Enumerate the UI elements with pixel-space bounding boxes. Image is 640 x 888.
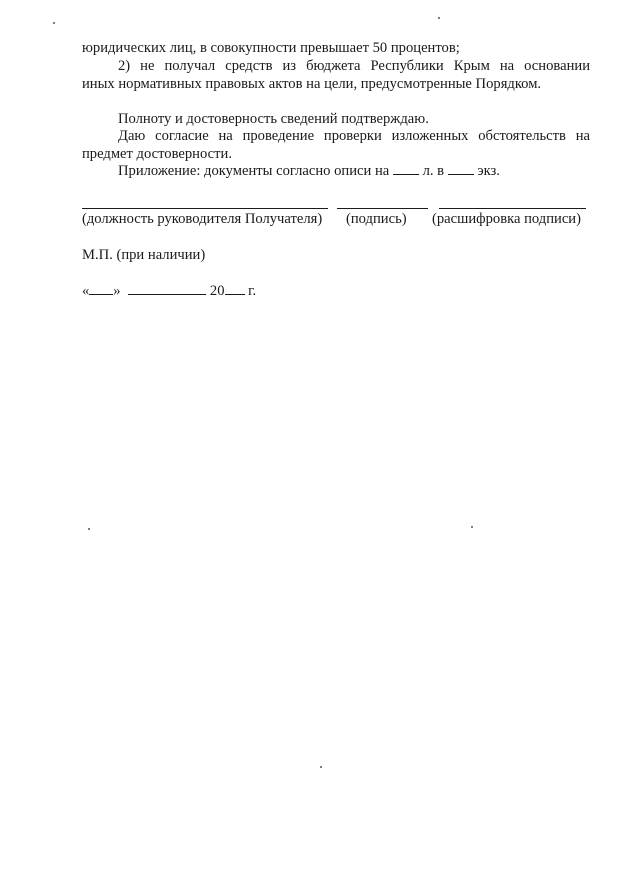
date-open-quote: « [82, 283, 90, 299]
text-confirmation: Полноту и достоверность сведений подтверждаю. [118, 111, 429, 127]
year-suffix: г. [248, 283, 257, 299]
sheets-count-blank[interactable] [393, 161, 419, 175]
month-blank[interactable] [128, 281, 206, 295]
attachment-copies-label: экз. [477, 163, 500, 179]
text-item-2-line2: иных нормативных правовых актов на цели, предусмотренные Порядком. [82, 76, 542, 92]
scan-speck [471, 526, 473, 528]
attachment-sheets-label: л. в [422, 163, 445, 179]
scan-speck [438, 17, 440, 19]
attachment-prefix: Приложение: документы согласно описи на [118, 163, 390, 179]
decoding-label: (расшифровка подписи) [432, 211, 581, 227]
text-consent-line1: Даю согласие на проведение проверки изложенных обстоятельств на [118, 128, 590, 144]
decoding-signature-line[interactable] [439, 208, 586, 209]
date-close-quote: » [113, 283, 121, 299]
date-line [82, 281, 256, 300]
text-item-2-line1: 2) не получал средств из бюджета Республики Крым на основании [118, 58, 590, 74]
text-consent-line2: предмет достоверности. [82, 146, 232, 162]
scan-speck [53, 22, 55, 24]
stamp-label: М.П. (при наличии) [82, 247, 206, 263]
day-blank[interactable] [89, 281, 113, 295]
scan-speck [88, 528, 90, 530]
position-label: (должность руководителя Получателя) [82, 211, 323, 227]
position-signature-line[interactable] [82, 208, 328, 209]
year-blank[interactable] [225, 281, 245, 295]
signature-line[interactable] [337, 208, 428, 209]
year-prefix: 20 [209, 283, 225, 299]
copies-count-blank[interactable] [448, 161, 474, 175]
scan-speck [320, 766, 322, 768]
text-line-legal-entities: юридических лиц, в совокупности превышает 50 процентов; [82, 40, 460, 56]
text-attachment [118, 161, 500, 180]
signature-label: (подпись) [346, 211, 407, 227]
